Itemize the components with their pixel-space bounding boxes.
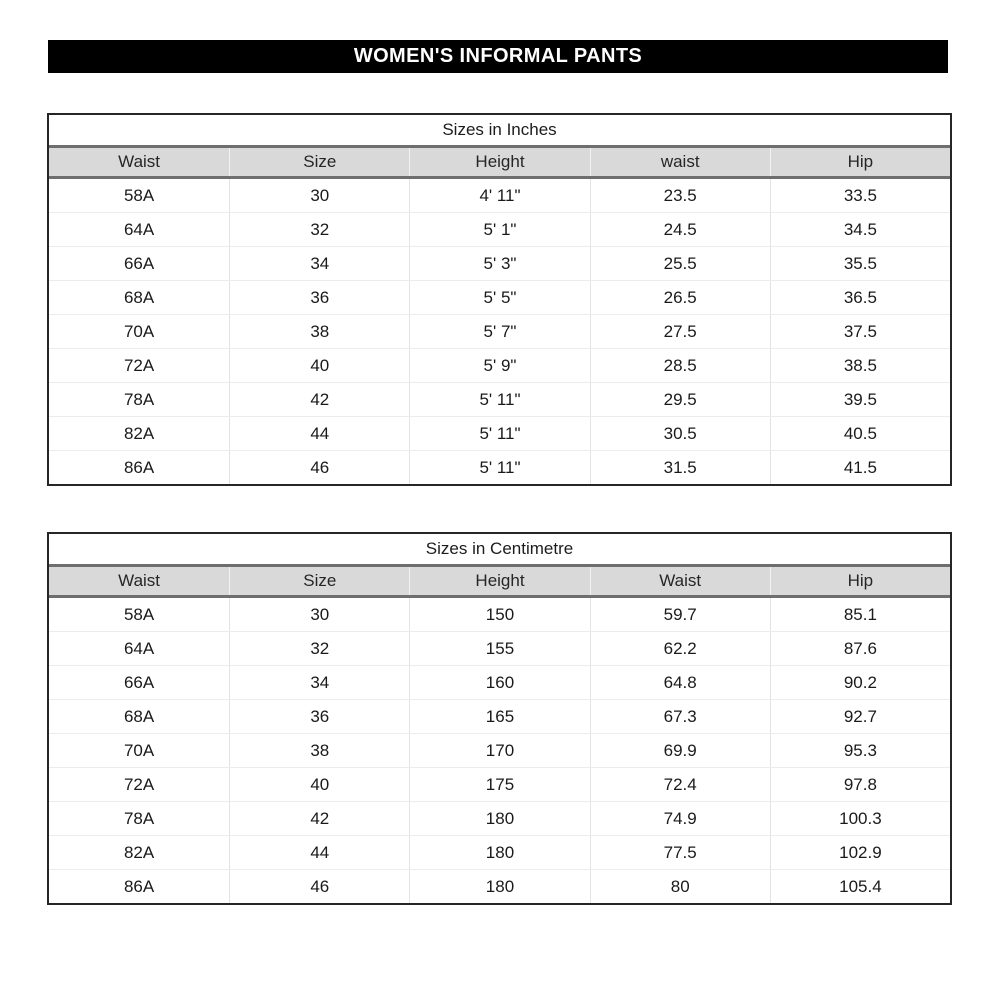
column-header: Hip [770, 148, 950, 176]
table-cell: 165 [409, 700, 589, 733]
table-cell: 97.8 [770, 768, 950, 801]
table-row [49, 598, 950, 631]
table-cell: 58A [123, 185, 155, 205]
table-cell: 72A [123, 355, 155, 375]
table-sizes-in-centimetre [47, 532, 952, 905]
table-cell: 46 [229, 451, 409, 484]
column-header: Waist [118, 571, 161, 590]
table-cell: 64.8 [590, 666, 770, 699]
table-cell: 64A [123, 219, 155, 239]
table-caption: Sizes in Inches [49, 115, 950, 148]
table-cell: 5' 5" [409, 281, 589, 314]
column-header: waist [590, 148, 770, 176]
table-row [49, 699, 950, 733]
table-cell: 74.9 [590, 802, 770, 835]
table-cell: 44 [229, 836, 409, 869]
table-cell: 64A [123, 638, 155, 658]
table-row [49, 733, 950, 767]
table-cell: 5' 3" [409, 247, 589, 280]
table-cell: 5' 11" [409, 383, 589, 416]
table-row [49, 631, 950, 665]
table-cell: 38 [229, 315, 409, 348]
table-row [49, 382, 950, 416]
table-cell: 69.9 [590, 734, 770, 767]
table-cell: 80 [590, 870, 770, 903]
table-cell: 85.1 [770, 598, 950, 631]
table-cell: 68A [123, 287, 155, 307]
table-cell: 66A [123, 253, 155, 273]
table-cell: 70A [123, 321, 155, 341]
table-cell: 58A [123, 604, 155, 624]
table-cell: 30 [229, 179, 409, 212]
table-body [49, 598, 950, 903]
table-cell: 86A [123, 457, 155, 477]
column-header: Height [409, 567, 589, 595]
table-cell: 26.5 [590, 281, 770, 314]
table-caption: Sizes in Centimetre [49, 534, 950, 567]
table-row [49, 280, 950, 314]
table-cell: 72.4 [590, 768, 770, 801]
table-cell: 72A [123, 774, 155, 794]
table-row [49, 869, 950, 903]
table-body [49, 179, 950, 484]
column-header: Waist [118, 152, 161, 171]
table-cell: 39.5 [770, 383, 950, 416]
column-header: Size [229, 567, 409, 595]
table-cell: 36.5 [770, 281, 950, 314]
table-cell: 160 [409, 666, 589, 699]
table-cell: 82A [123, 423, 155, 443]
table-cell: 90.2 [770, 666, 950, 699]
table-cell: 87.6 [770, 632, 950, 665]
table-cell: 180 [409, 836, 589, 869]
table-row [49, 179, 950, 212]
table-cell: 25.5 [590, 247, 770, 280]
table-cell: 175 [409, 768, 589, 801]
table-cell: 40 [229, 349, 409, 382]
table-sizes-in-inches [47, 113, 952, 486]
table-cell: 31.5 [590, 451, 770, 484]
table-cell: 82A [123, 842, 155, 862]
table-cell: 40 [229, 768, 409, 801]
table-row [49, 246, 950, 280]
table-row [49, 767, 950, 801]
table-row [49, 665, 950, 699]
column-header: Waist [590, 567, 770, 595]
table-cell: 5' 11" [409, 417, 589, 450]
table-row [49, 450, 950, 484]
table-cell: 66A [123, 672, 155, 692]
table-cell: 38 [229, 734, 409, 767]
table-cell: 67.3 [590, 700, 770, 733]
table-cell: 4' 11" [409, 179, 589, 212]
table-cell: 150 [409, 598, 589, 631]
table-cell: 5' 11" [409, 451, 589, 484]
table-cell: 29.5 [590, 383, 770, 416]
table-cell: 24.5 [590, 213, 770, 246]
table-cell: 46 [229, 870, 409, 903]
table-cell: 41.5 [770, 451, 950, 484]
table-cell: 23.5 [590, 179, 770, 212]
table-cell: 180 [409, 870, 589, 903]
table-cell: 28.5 [590, 349, 770, 382]
table-row [49, 416, 950, 450]
table-cell: 86A [123, 876, 155, 896]
table-cell: 102.9 [770, 836, 950, 869]
table-cell: 42 [229, 383, 409, 416]
table-row [49, 314, 950, 348]
table-row [49, 348, 950, 382]
table-cell: 100.3 [770, 802, 950, 835]
table-cell: 105.4 [770, 870, 950, 903]
table-cell: 180 [409, 802, 589, 835]
table-row [49, 212, 950, 246]
table-cell: 32 [229, 213, 409, 246]
table-cell: 34 [229, 666, 409, 699]
column-header: Size [229, 148, 409, 176]
table-cell: 40.5 [770, 417, 950, 450]
table-cell: 34 [229, 247, 409, 280]
table-cell: 78A [123, 808, 155, 828]
table-row [49, 801, 950, 835]
table-cell: 78A [123, 389, 155, 409]
table-row [49, 835, 950, 869]
table-cell: 44 [229, 417, 409, 450]
table-cell: 35.5 [770, 247, 950, 280]
table-cell: 77.5 [590, 836, 770, 869]
table-cell: 42 [229, 802, 409, 835]
table-cell: 30 [229, 598, 409, 631]
table-cell: 36 [229, 281, 409, 314]
table-cell: 95.3 [770, 734, 950, 767]
table-cell: 92.7 [770, 700, 950, 733]
table-cell: 33.5 [770, 179, 950, 212]
column-header: Hip [770, 567, 950, 595]
table-cell: 30.5 [590, 417, 770, 450]
table-header-row [49, 148, 950, 179]
table-cell: 70A [123, 740, 155, 760]
table-cell: 36 [229, 700, 409, 733]
table-cell: 59.7 [590, 598, 770, 631]
table-cell: 38.5 [770, 349, 950, 382]
table-cell: 5' 1" [409, 213, 589, 246]
table-cell: 170 [409, 734, 589, 767]
table-cell: 62.2 [590, 632, 770, 665]
table-cell: 5' 9" [409, 349, 589, 382]
table-cell: 68A [123, 706, 155, 726]
table-header-row [49, 567, 950, 598]
table-cell: 5' 7" [409, 315, 589, 348]
table-cell: 37.5 [770, 315, 950, 348]
column-header: Height [409, 148, 589, 176]
page-title: WOMEN'S INFORMAL PANTS [48, 40, 948, 73]
table-cell: 27.5 [590, 315, 770, 348]
table-cell: 32 [229, 632, 409, 665]
table-cell: 34.5 [770, 213, 950, 246]
table-cell: 155 [409, 632, 589, 665]
